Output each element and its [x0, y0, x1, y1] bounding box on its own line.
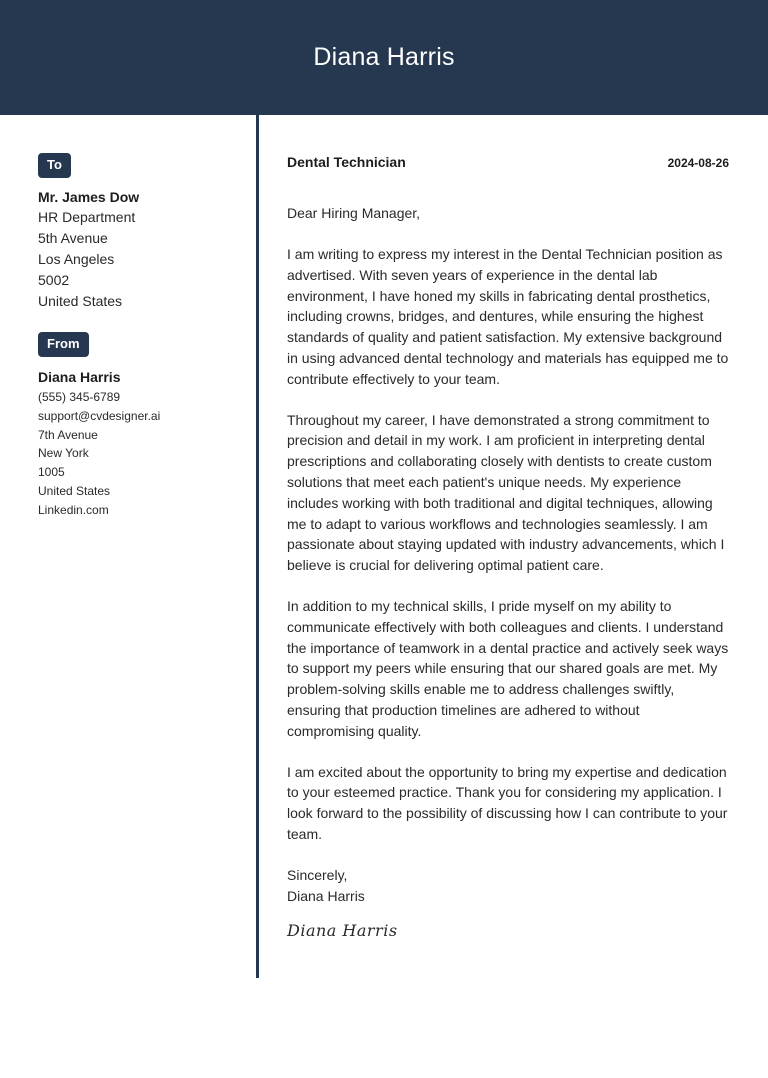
- sender-phone: (555) 345-6789: [38, 390, 121, 404]
- sender-street: 7th Avenue: [38, 427, 98, 442]
- vertical-divider: [256, 115, 259, 978]
- recipient-name: Mr. James Dow: [38, 189, 140, 205]
- sender-city: New York: [38, 446, 89, 461]
- signature: Diana Harris: [287, 920, 398, 940]
- letter-date: 2024-08-26: [667, 156, 729, 170]
- sender-postcode: 1005: [38, 465, 65, 480]
- applicant-name: Diana Harris: [313, 43, 455, 71]
- sender-linkedin: Linkedin.com: [38, 502, 109, 517]
- recipient-department: HR Department: [38, 209, 136, 225]
- header-banner: [0, 0, 768, 115]
- closing-phrase: Sincerely,: [287, 866, 348, 883]
- closing-name: Diana Harris: [287, 887, 365, 904]
- recipient-street: 5th Avenue: [38, 230, 108, 246]
- recipient-country: United States: [38, 293, 123, 309]
- recipient-city: Los Angeles: [38, 251, 115, 267]
- paragraph-1: I am writing to express my interest in the Dental Technician position as advertised. With seven years of experience in the dental lab environment, I have honed my skills in fabricating dental prosthetics, including crowns, bridges, and dentures, while ensuring the highest standards of quality and patient satisfaction. My extensive background in using advanced dental technology and materials has equipped me to contribute effectively to your team.: [287, 246, 729, 387]
- closing-block: [287, 865, 729, 907]
- from-badge: From: [38, 332, 89, 357]
- letter-header: [287, 154, 729, 170]
- to-section: [38, 153, 248, 312]
- letter-body: [287, 154, 729, 940]
- paragraph-4: I am excited about the opportunity to bring my expertise and dedication to your esteemed practice. Thank you for considering my application. I look forward to the possibility of discussing how I can contribute to your team.: [287, 763, 728, 842]
- paragraph-3: In addition to my technical skills, I pride myself on my ability to communicate effectively with both colleagues and clients. I understand the importance of teamwork in a dental practice and actively seek ways to support my peers while ensuring that our shared goals are met. My problem-solving skills enable me to address challenges swiftly, ensuring that production timelines are adhered to without compromising quality.: [287, 597, 729, 739]
- sidebar: [38, 153, 248, 520]
- recipient-postcode: 5002: [38, 272, 70, 288]
- sender-country: United States: [38, 483, 111, 498]
- salutation: Dear Hiring Manager,: [287, 205, 421, 221]
- paragraph-2: Throughout my career, I have demonstrated a strong commitment to precision and detail in my work. I am proficient in interpreting dental prescriptions and collaborating closely with dentists to create custom solutions that meet each patient's unique needs. My experience includes working with both traditional and digital techniques, allowing me to adapt to various workflows and technologies seamlessly. I am passionate about staying updated with industry advancements, which I believe is crucial for delivering optimal patient care.: [287, 411, 725, 574]
- job-title: Dental Technician: [287, 154, 406, 170]
- from-section: [38, 332, 248, 520]
- sender-name: Diana Harris: [38, 369, 121, 385]
- sender-email: support@cvdesigner.ai: [38, 408, 161, 423]
- to-badge: To: [38, 153, 71, 178]
